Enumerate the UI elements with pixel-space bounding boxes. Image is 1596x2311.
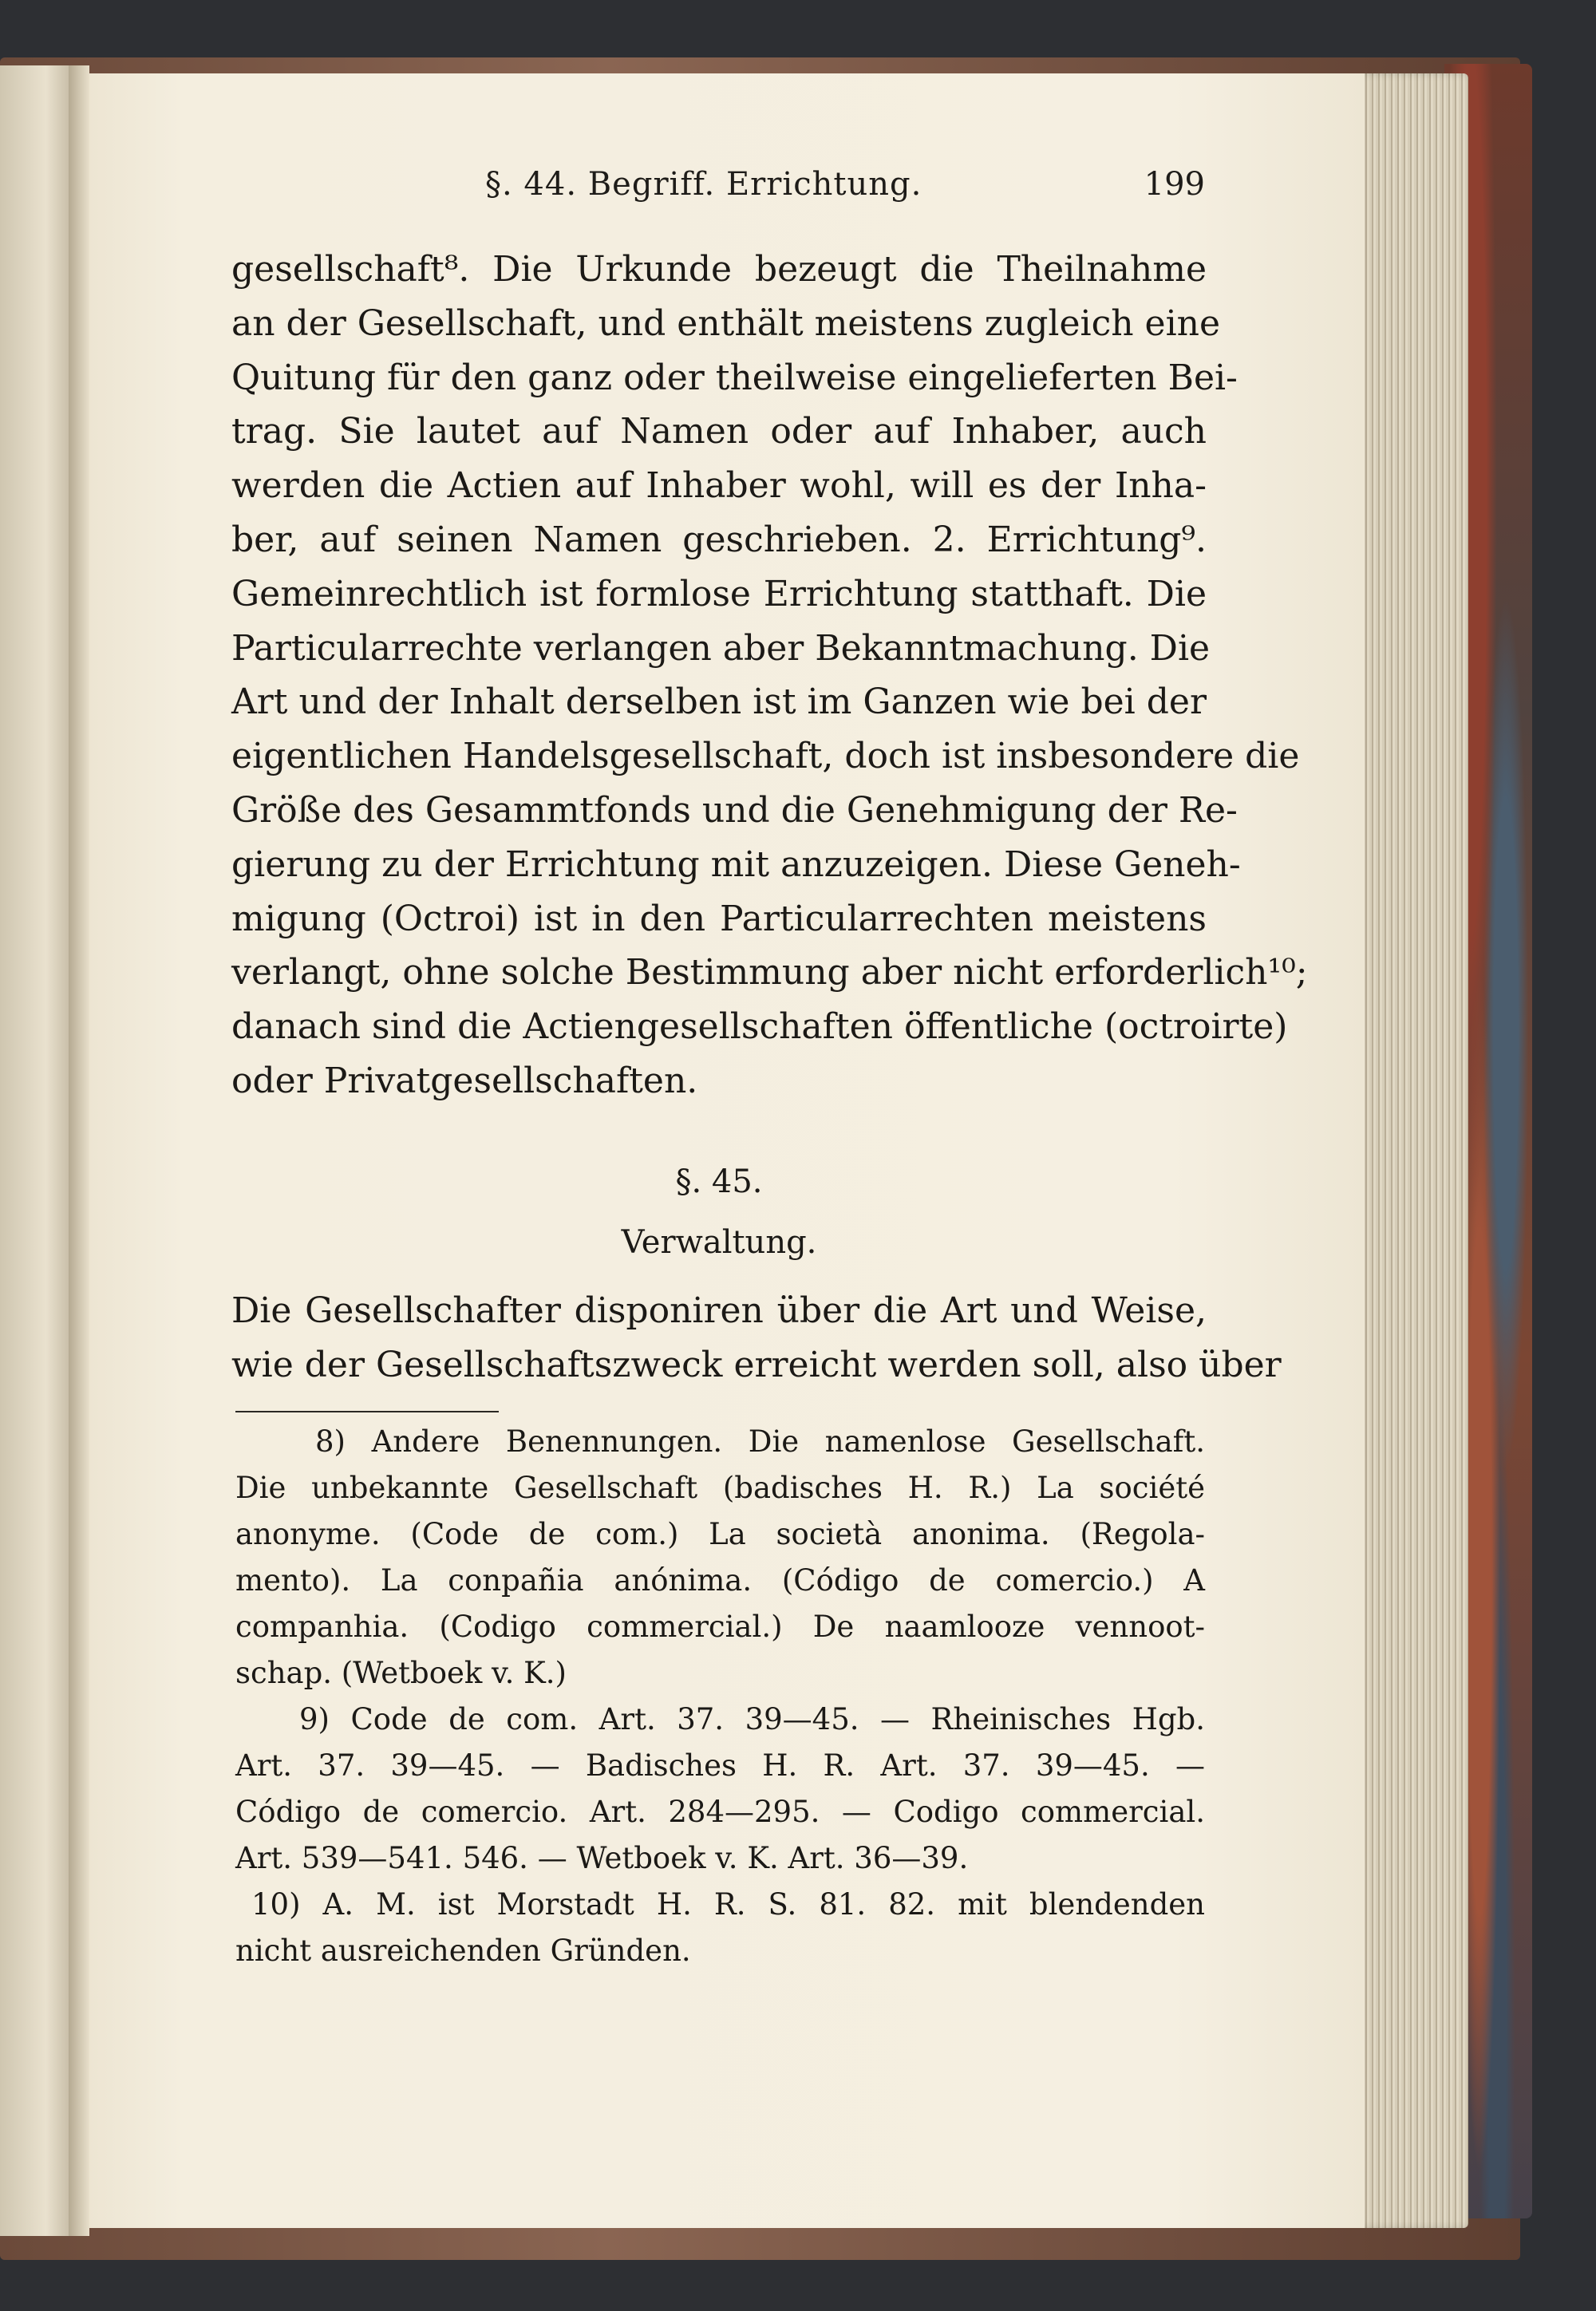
body-text-section-45 bbox=[231, 1283, 1282, 1392]
text-line: ber, auf seinen Namen geschrieben. 2. Errichtung⁹. bbox=[231, 519, 1207, 560]
running-head-title: §. 44. Begriff. Errichtung. bbox=[485, 166, 922, 203]
footnotes bbox=[235, 1419, 1205, 1974]
body-text bbox=[231, 243, 1308, 1108]
footnote-line: companhia. (Codigo commercial.) De naamlooze vennoot- bbox=[235, 1610, 1205, 1644]
gutter bbox=[69, 65, 89, 2236]
section-number: §. 45. bbox=[675, 1163, 763, 1200]
text-line: Quitung für den ganz oder theilweise eingelieferten Bei- bbox=[231, 357, 1238, 398]
left-page-edge bbox=[0, 65, 77, 2236]
text-line: eigentlichen Handelsgesellschaft, doch ist insbesondere die bbox=[231, 736, 1300, 777]
footnote-line: anonyme. (Code de com.) La società anonima. (Regola- bbox=[235, 1517, 1205, 1551]
text-line: Art und der Inhalt derselben ist im Ganzen wie bei der bbox=[231, 681, 1207, 723]
text-line: Gemeinrechtlich ist formlose Errichtung statthaft. Die bbox=[231, 573, 1207, 614]
text-line: Die Gesellschafter disponiren über die Art und Weise, bbox=[231, 1290, 1207, 1331]
footnote-rule bbox=[235, 1411, 499, 1412]
footnote-line: Código de comercio. Art. 284—295. — Codigo commercial. bbox=[235, 1795, 1205, 1829]
text-line: an der Gesellschaft, und enthält meistens zugleich eine bbox=[231, 302, 1221, 344]
footnote-line: Die unbekannte Gesellschaft (badisches H. R.) La société bbox=[235, 1471, 1205, 1505]
text-line: Particularrechte verlangen aber Bekanntmachung. Die bbox=[231, 627, 1211, 669]
text-line: trag. Sie lautet auf Namen oder auf Inhaber, auch bbox=[231, 411, 1207, 452]
footnote-line: 9) Code de com. Art. 37. 39—45. — Rheinisches Hgb. bbox=[299, 1702, 1205, 1736]
section-title: Verwaltung. bbox=[621, 1224, 817, 1261]
text-line: oder Privatgesellschaften. bbox=[231, 1060, 698, 1101]
footnote-line: Art. 539—541. 546. — Wetboek v. K. Art. 36—39. bbox=[235, 1841, 969, 1875]
footnote-line: nicht ausreichenden Gründen. bbox=[235, 1934, 691, 1968]
text-line: wie der Gesellschaftszweck erreicht werden soll, also über bbox=[231, 1344, 1282, 1385]
text-line: verlangt, ohne solche Bestimmung aber nicht erforderlich¹⁰; bbox=[231, 952, 1308, 994]
footnote-line: schap. (Wetboek v. K.) bbox=[235, 1656, 567, 1690]
running-head bbox=[471, 160, 1205, 215]
page-number: 199 bbox=[1144, 166, 1205, 203]
text-line: gierung zu der Errichtung mit anzuzeigen. Diese Geneh- bbox=[231, 843, 1241, 885]
text-line: Größe des Gesammtfonds und die Genehmigung der Re- bbox=[231, 789, 1238, 831]
text-line: migung (Octroi) ist in den Particularrechten meistens bbox=[231, 898, 1207, 939]
footnote-line: mento). La conpañia anónima. (Código de comercio.) A bbox=[235, 1563, 1205, 1598]
text-line: gesellschaft⁸. Die Urkunde bezeugt die Theilnahme bbox=[231, 249, 1207, 290]
text-line: werden die Actien auf Inhaber wohl, will es der Inha- bbox=[231, 465, 1207, 507]
footnote-line: 8) Andere Benennungen. Die namenlose Gesellschaft. bbox=[315, 1424, 1205, 1459]
page-edges bbox=[1357, 73, 1468, 2228]
footnote-line: 10) A. M. ist Morstadt H. R. S. 81. 82. mit blendenden bbox=[251, 1887, 1205, 1922]
footnote-line: Art. 37. 39—45. — Badisches H. R. Art. 37. 39—45. — bbox=[235, 1748, 1205, 1783]
text-line: danach sind die Actiengesellschaften öffentliche (octroirte) bbox=[231, 1006, 1288, 1048]
